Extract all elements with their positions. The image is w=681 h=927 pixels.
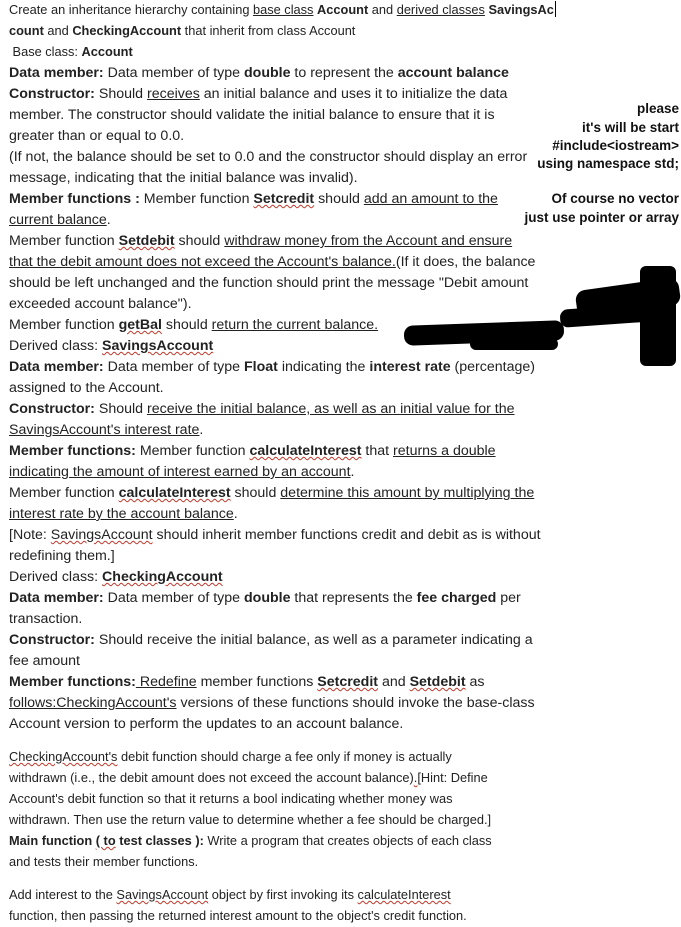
line-31: fee amount	[9, 653, 80, 669]
line-13: should be left unchanged and the function should print the message "Debit amount	[9, 275, 529, 291]
assignment-text	[9, 0, 579, 927]
note-pointer: just use pointer or array	[524, 210, 679, 225]
line-26: redefining them.]	[9, 548, 115, 564]
line-38: withdrawn. Then use the return value to determine whether a fee should be charged.]	[9, 812, 492, 827]
line-3: Data member: Data member of type double to represent the account balance	[9, 65, 509, 81]
line-33: follows:CheckingAccount's versions of these functions should invoke the base-class	[9, 695, 535, 711]
line-34: Account version to perform the updates to an account balance.	[9, 716, 404, 732]
line-30: Constructor: Should receive the initial balance, as well as a parameter indicating a	[9, 632, 533, 648]
line-22: indicating the amount of interest earned by an account.	[9, 464, 355, 480]
note-include: #include<iostream>	[552, 138, 679, 153]
line-intro-2: count and CheckingAccount that inherit from class Account	[9, 23, 356, 38]
line-20: SavingsAccount's interest rate.	[9, 422, 204, 438]
line-42: function, then passing the returned interest amount to the object's credit function.	[9, 908, 467, 923]
paragraph-gap	[9, 873, 579, 885]
paragraph-gap	[9, 735, 579, 747]
line-19: Constructor: Should receive the initial balance, as well as an initial value for the	[9, 401, 515, 417]
line-36: withdrawn (i.e., the debit amount does not exceed the account balance).[Hint: Define	[9, 770, 488, 785]
line-6: greater than or equal to 0.0.	[9, 128, 185, 144]
line-7: (If not, the balance should be set to 0.0 and the constructor should display an error	[9, 149, 528, 165]
note-please: please	[636, 101, 679, 116]
line-41: Add interest to the SavingsAccount object by first invoking its calculateInterest	[9, 887, 451, 902]
note-start: it's will be start	[582, 120, 679, 135]
line-35: CheckingAccount's debit function should charge a fee only if money is actually	[9, 749, 452, 764]
line-23: Member function calculateInterest should determine this amount by multiplying the	[9, 485, 535, 501]
line-12: that the debit amount does not exceed the Account's balance.(If it does, the balance	[9, 254, 536, 270]
note-namespace: using namespace std;	[537, 156, 679, 171]
line-14: exceeded account balance").	[9, 296, 192, 312]
redaction-mark	[470, 338, 558, 350]
text-cursor	[555, 1, 556, 17]
line-15: Member function getBal should return the current balance.	[9, 317, 379, 333]
line-37: Account's debit function so that it returns a bool indicating whether money was	[9, 791, 453, 806]
line-27: Derived class: CheckingAccount	[9, 569, 223, 585]
line-8: message, indicating that the initial balance was invalid).	[9, 170, 358, 186]
line-28: Data member: Data member of type double that represents the fee charged per	[9, 590, 521, 606]
line-24: interest rate by the account balance.	[9, 506, 238, 522]
line-21: Member functions: Member function calculateInterest that returns a double	[9, 443, 496, 459]
line-11: Member function Setdebit should withdraw money from the Account and ensure	[9, 233, 513, 249]
line-29: transaction.	[9, 611, 83, 627]
line-5: member. The constructor should validate the initial balance to ensure that it is	[9, 107, 495, 123]
line-4: Constructor: Should receives an initial balance and uses it to initialize the data	[9, 86, 508, 102]
line-10: current balance.	[9, 212, 111, 228]
line-intro-1: Create an inheritance hierarchy containing base class Account and derived classes SavingsAc	[9, 2, 554, 17]
line-39: Main function ( to test classes ): Write a program that creates objects of each class	[9, 833, 492, 848]
line-17: Data member: Data member of type Float indicating the interest rate (percentage)	[9, 359, 535, 375]
line-25: [Note: SavingsAccount should inherit member functions credit and debit as is without	[9, 527, 541, 543]
line-base-class: Base class: Account	[9, 44, 133, 59]
line-16: Derived class: SavingsAccount	[9, 338, 214, 354]
line-9: Member functions : Member function Setcredit should add an amount to the	[9, 191, 498, 207]
line-40: and tests their member functions.	[9, 854, 199, 869]
line-18: assigned to the Account.	[9, 380, 164, 396]
line-32: Member functions: Redefine member functions Setcredit and Setdebit as	[9, 674, 485, 690]
note-vector: Of course no vector	[551, 191, 679, 206]
